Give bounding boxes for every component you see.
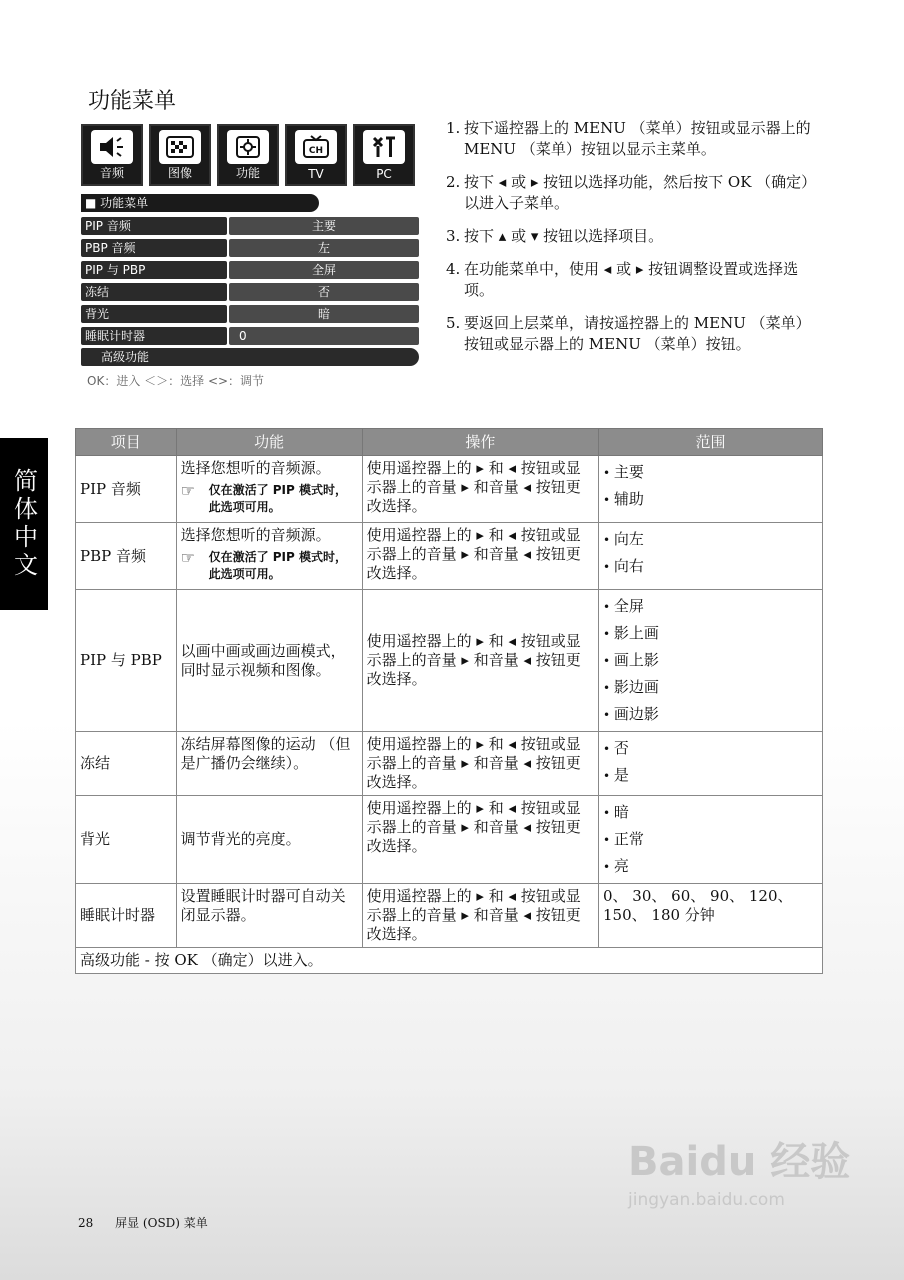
cell-operation: 使用遥控器上的 ▸ 和 ◂ 按钮或显示器上的音量 ▸ 和音量 ◂ 按钮更改选择。 — [362, 884, 598, 948]
osd-menu-header: ■ 功能菜单 — [81, 194, 319, 212]
table-row — [76, 590, 823, 732]
step-item: 2. 按下 ◂ 或 ▸ 按钮以选择功能，然后按下 OK （确定）以进入子菜单。 — [446, 173, 809, 212]
cell-function: 以画中画或画边画模式，同时显示视频和图像。 — [176, 590, 362, 732]
header-range: 范围 — [599, 429, 823, 456]
cell-operation: 使用遥控器上的 ▸ 和 ◂ 按钮或显示器上的音量 ▸ 和音量 ◂ 按钮更改选择。 — [362, 732, 598, 796]
page-title: 功能菜单 — [88, 89, 177, 114]
cell-range: • 全屏 • 影上画 • 画上影 • 影边画 • 画边影 — [599, 590, 823, 732]
cell-item: 睡眠计时器 — [76, 884, 177, 948]
osd-row-pip-pbp: PIP 与 PBP 全屏 — [81, 261, 421, 279]
cell-operation: 使用遥控器上的 ▸ 和 ◂ 按钮或显示器上的音量 ▸ 和音量 ◂ 按钮更改选择。 — [362, 590, 598, 732]
header-operation: 操作 — [362, 429, 598, 456]
function-icon — [227, 130, 269, 164]
osd-tab-function: 功能 — [217, 124, 279, 186]
step-item: 4. 在功能菜单中，使用 ◂ 或 ▸ 按钮调整设置或选择选项。 — [446, 260, 799, 299]
header-function: 功能 — [176, 429, 362, 456]
step-item: 5. 要返回上层菜单，请按遥控器上的 MENU （菜单）按钮或显示器上的 MENU （菜单）按钮。 — [446, 314, 811, 353]
cell-item: 背光 — [76, 796, 177, 884]
osd-tab-tv: CH TV — [285, 124, 347, 186]
page-number: 28 — [78, 1216, 94, 1230]
cell-function: 设置睡眠计时器可自动关闭显示器。 — [176, 884, 362, 948]
pc-icon — [363, 130, 405, 164]
page-footer — [78, 1214, 208, 1231]
table-row — [76, 732, 823, 796]
language-side-tab — [0, 438, 48, 610]
cell-range: • 暗 • 正常 • 亮 — [599, 796, 823, 884]
osd-advanced-item: 高级功能 — [81, 348, 419, 366]
picture-icon — [159, 130, 201, 164]
cell-operation: 使用遥控器上的 ▸ 和 ◂ 按钮或显示器上的音量 ▸ 和音量 ◂ 按钮更改选择。 — [362, 796, 598, 884]
footer-section-title: 屏显 (OSD) 菜单 — [115, 1216, 208, 1230]
cell-range: • 主要 • 辅助 — [599, 456, 823, 523]
cell-function: 选择您想听的音频源。 ☞ 仅在激活了 PIP 模式时，此选项可用。 — [176, 456, 362, 523]
osd-row-backlight: 背光 暗 — [81, 305, 421, 323]
svg-text:CH: CH — [308, 146, 324, 156]
table-row — [76, 523, 823, 590]
osd-tab-picture: 图像 — [149, 124, 211, 186]
header-item: 项目 — [76, 429, 177, 456]
note: ☞ 仅在激活了 PIP 模式时，此选项可用。 — [180, 548, 347, 581]
instruction-steps — [446, 118, 816, 367]
osd-icon-bar — [79, 122, 421, 188]
pointing-hand-icon: ☞ — [180, 548, 195, 567]
watermark-url: jingyan.baidu.com — [628, 1190, 785, 1210]
cell-range: 0、 30、 60、 90、 120、 150、 180 分钟 — [599, 884, 823, 948]
cell-advanced: 高级功能 - 按 OK （确定）以进入。 — [76, 948, 823, 974]
note: ☞ 仅在激活了 PIP 模式时，此选项可用。 — [180, 481, 347, 514]
osd-tab-audio: 音频 — [81, 124, 143, 186]
cell-operation: 使用遥控器上的 ▸ 和 ◂ 按钮或显示器上的音量 ▸ 和音量 ◂ 按钮更改选择。 — [362, 456, 598, 523]
osd-row-sleep-timer: 睡眠计时器 0 — [81, 327, 421, 345]
osd-hint-bar: OK：进入 ＜＞：选择 <>：调节 — [87, 374, 265, 388]
table-row — [76, 796, 823, 884]
language-tab-label: 简体中文 — [9, 468, 38, 580]
table-row-advanced — [76, 948, 823, 974]
step-item: 3. 按下 ▴ 或 ▾ 按钮以选择项目。 — [446, 227, 664, 245]
osd-tab-pc: PC — [353, 124, 415, 186]
table-row — [76, 456, 823, 523]
step-item: 1. 按下遥控器上的 MENU （菜单）按钮或显示器上的 MENU （菜单）按钮以显示主菜单。 — [446, 119, 811, 158]
osd-menu-screenshot — [79, 122, 421, 390]
cell-operation: 使用遥控器上的 ▸ 和 ◂ 按钮或显示器上的音量 ▸ 和音量 ◂ 按钮更改选择。 — [362, 523, 598, 590]
cell-function: 调节背光的亮度。 — [176, 796, 362, 884]
cell-item: 冻结 — [76, 732, 177, 796]
cell-item: PIP 音频 — [76, 456, 177, 523]
table-header-row — [76, 429, 823, 456]
speaker-icon — [91, 130, 133, 164]
cell-function: 冻结屏幕图像的运动 （但是广播仍会继续）。 — [176, 732, 362, 796]
tv-icon — [295, 130, 337, 164]
pointing-hand-icon: ☞ — [180, 481, 195, 500]
osd-row-freeze: 冻结 否 — [81, 283, 421, 301]
cell-function: 选择您想听的音频源。 ☞ 仅在激活了 PIP 模式时，此选项可用。 — [176, 523, 362, 590]
cell-range: • 否 • 是 — [599, 732, 823, 796]
osd-row-pip-audio: PIP 音频 主要 — [81, 217, 421, 235]
cell-item: PIP 与 PBP — [76, 590, 177, 732]
function-menu-table — [75, 428, 823, 974]
cell-range: • 向左 • 向右 — [599, 523, 823, 590]
baidu-logo: Baidu 经验 — [628, 1139, 851, 1185]
table-row — [76, 884, 823, 948]
baidu-watermark — [628, 1140, 850, 1210]
cell-item: PBP 音频 — [76, 523, 177, 590]
osd-row-pbp-audio: PBP 音频 左 — [81, 239, 421, 257]
